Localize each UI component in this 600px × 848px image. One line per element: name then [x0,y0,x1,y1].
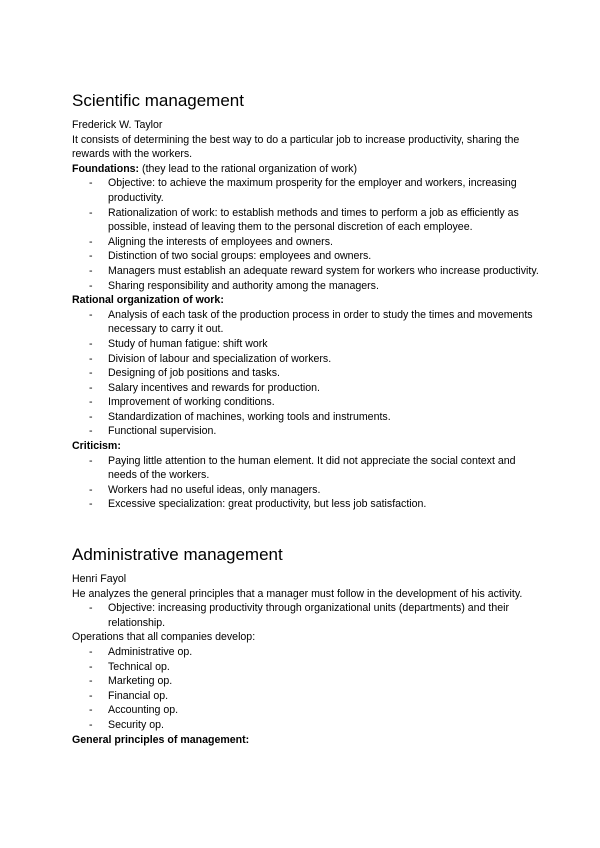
list-item-text: Financial op. [108,689,169,702]
list-item-text: Workers had no useful ideas, only managers. [108,483,321,496]
list-item: - Objective: to achieve the maximum prosperity for the employer and workers, increasing productivity. [89,177,517,204]
list-item: - Designing of job positions and tasks. [89,367,280,380]
list-item: - Improvement of working conditions. [89,396,275,409]
author-line: Frederick W. Taylor [72,119,163,131]
list-item-text: Marketing op. [108,675,173,688]
list-item: - Workers had no useful ideas, only managers. [89,483,321,496]
list-item: - Aligning the interests of employees and owners. [89,235,333,248]
list-item-text: Accounting op. [108,704,179,717]
objective-list [72,601,542,630]
list-item-text: Managers must establish an adequate reward system for workers who increase productivity. [108,264,539,277]
list-item-text: Paying little attention to the human element. It did not appreciate the social context and needs of the workers. [108,454,516,482]
list-item-text: Aligning the interests of employees and owners. [108,235,333,248]
list-item: - Managers must establish an adequate reward system for workers who increase productivity. [89,264,539,277]
principles-heading: General principles of management: [72,733,250,746]
foundations-heading [72,162,542,177]
list-item: - Rationalization of work: to establish methods and times to perform a job as efficiently as possible, instead of leaving them to the personal discretion of each employee. [89,206,519,234]
list-item-text: Functional supervision. [108,425,217,438]
list-item-text: Excessive specialization: great productivity, but less job satisfaction. [108,498,427,511]
list-item-text: Designing of job positions and tasks. [108,367,280,380]
intro-paragraph: He analyzes the general principles that a manager must follow in the development of his activity. [72,587,523,600]
list-item-text: Administrative op. [108,645,193,658]
list-item: - Analysis of each task of the production process in order to study the times and movements necessary to carry it out. [89,308,533,336]
rational-organization-heading: Rational organization of work: [72,294,224,307]
list-item: - Study of human fatigue: shift work [89,337,268,350]
foundations-label: Foundations: [72,162,140,175]
list-item: - Security op. [89,718,164,731]
list-item-text: Objective: to achieve the maximum prosperity for the employer and workers, increasing productivity. [108,177,517,204]
list-item: - Functional supervision. [89,425,217,438]
criticism-heading: Criticism: [72,440,121,453]
section-administrative-management [72,545,542,747]
list-item: - Sharing responsibility and authority among the managers. [89,279,379,292]
list-item-text: Study of human fatigue: shift work [108,337,268,350]
list-item-text: Distinction of two social groups: employees and owners. [108,250,372,263]
list-item-text: Division of labour and specialization of workers. [108,352,332,365]
list-item-text: Security op. [108,718,164,731]
list-item: - Salary incentives and rewards for production. [89,381,320,394]
list-item: - Marketing op. [89,675,173,688]
list-item: - Division of labour and specialization of workers. [89,352,332,365]
list-item: - Paying little attention to the human element. It did not appreciate the social context and needs of the workers. [89,454,516,482]
intro-paragraph: It consists of determining the best way to do a particular job to increase productivity, sharing the rewards with the workers. [72,133,520,161]
operations-heading: Operations that all companies develop: [72,631,256,644]
criticism-list [72,454,542,512]
list-item: - Financial op. [89,689,169,702]
list-item-text: Analysis of each task of the production process in order to study the times and movements necessary to carry it out. [108,308,533,336]
list-item: - Standardization of machines, working tools and instruments. [89,410,391,423]
list-item-text: Technical op. [108,660,170,673]
foundations-list [72,176,542,293]
list-item-text: Improvement of working conditions. [108,396,275,409]
rational-organization-list [72,308,542,439]
list-item: - Objective: increasing productivity through organizational units (departments) and their relationship. [89,602,510,629]
foundations-note: (they lead to the rational organization of work) [139,162,357,175]
author-line: Henri Fayol [72,573,127,585]
list-item-text: Objective: increasing productivity through organizational units (departments) and their relationship. [108,602,510,629]
list-item: - Distinction of two social groups: employees and owners. [89,250,372,263]
list-item-text: Standardization of machines, working tools and instruments. [108,410,391,423]
list-item-text: Salary incentives and rewards for production. [108,381,320,394]
section-scientific-management [72,91,542,512]
section-heading: Scientific management [72,91,244,110]
list-item-text: Sharing responsibility and authority among the managers. [108,279,379,292]
list-item: - Administrative op. [89,645,193,658]
list-item: - Accounting op. [89,704,179,717]
list-item: - Excessive specialization: great productivity, but less job satisfaction. [89,498,427,511]
operations-list [72,645,542,733]
list-item: - Technical op. [89,660,170,673]
list-item-text: Rationalization of work: to establish methods and times to perform a job as efficiently as possible, instead of leaving them to the personal discretion of each employee. [108,206,519,234]
section-heading: Administrative management [72,545,283,564]
